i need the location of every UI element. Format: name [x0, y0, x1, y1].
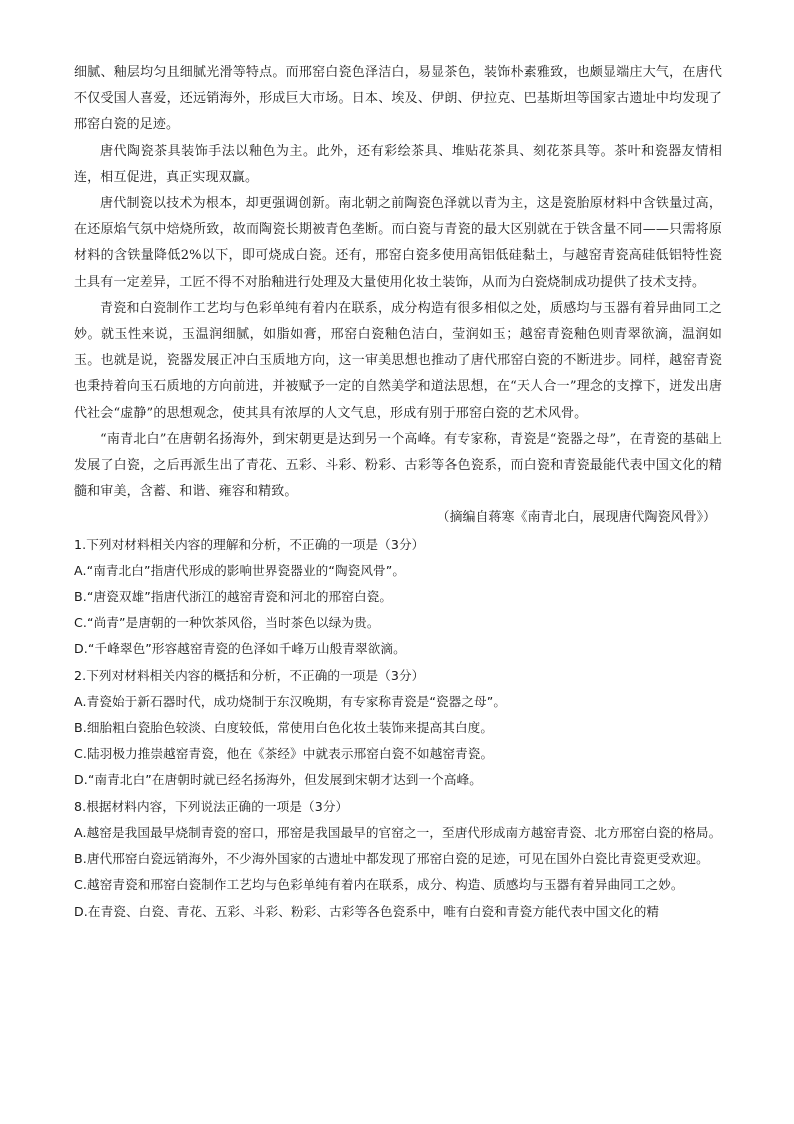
passage-paragraph-5: “南青北白”在唐朝名扬海外，到宋朝更是达到另一个高峰。有专家称，青瓷是“瓷器之母”，在青瓷的基础上发展了白瓷，之后再派生出了青花、五彩、斗彩、粉彩、古彩等各色瓷系，而白瓷和青瓷最能代表中国文化的精髓和审美，含蓄、和谐、雍容和精致。: [74, 431, 722, 500]
question-1: [74, 532, 722, 663]
question-8: [74, 794, 722, 925]
option-b: B.“唐瓷双雄”指唐代浙江的越窑青瓷和河北的邢窑白瓷。: [74, 589, 393, 605]
option-b: B.细胎粗白瓷胎色较淡、白度较低，常使用白色化妆土装饰来提高其白度。: [74, 720, 494, 736]
question-stem: 2.下列对材料相关内容的概括和分析，不正确的一项是（3分）: [74, 667, 425, 683]
option-a: A.“南青北白”指唐代形成的影响世界瓷器业的“陶瓷风骨”。: [74, 562, 406, 578]
reading-passage: [74, 60, 722, 505]
option-b: B.唐代邢窑白瓷远销海外，不少海外国家的古遗址中都发现了邢窑白瓷的足迹，可见在国外白瓷比青瓷更受欢迎。: [74, 851, 709, 867]
document-page: [74, 60, 722, 925]
question-stem: 1.下列对材料相关内容的理解和分析，不正确的一项是（3分）: [74, 536, 425, 552]
option-d: D.“南青北白”在唐朝时就已经名扬海外，但发展到宋朝才达到一个高峰。: [74, 772, 482, 788]
question-stem: 8.根据材料内容，下列说法正确的一项是（3分）: [74, 798, 349, 814]
option-c: C.陆羽极力推崇越窑青瓷，他在《茶经》中就表示邢窑白瓷不如越窑青瓷。: [74, 746, 494, 762]
passage-paragraph-2: 唐代陶瓷茶具装饰手法以釉色为主。此外，还有彩绘茶具、堆贴花茶具、刻花茶具等。茶叶和瓷器友情相连，相互促进，真正实现双赢。: [74, 143, 722, 185]
option-c: C.“尚青”是唐朝的一种饮茶风俗，当时茶色以绿为贵。: [74, 615, 380, 631]
option-d: D.在青瓷、白瓷、青花、五彩、斗彩、粉彩、古彩等各色瓷系中，唯有白瓷和青瓷方能代表中国文化的精: [74, 903, 660, 919]
option-a: A.青瓷始于新石器时代，成功烧制于东汉晚期，有专家称青瓷是“瓷器之母”。: [74, 693, 507, 709]
option-d: D.“千峰翠色”形容越窑青瓷的色泽如千峰万山般青翠欲滴。: [74, 641, 406, 657]
passage-paragraph-4: 青瓷和白瓷制作工艺均与色彩单纯有着内在联系，成分构造有很多相似之处，质感均与玉器有着异曲同工之妙。就玉性来说，玉温润细腻，如脂如膏，邢窑白瓷釉色洁白，莹润如玉；越窑青瓷釉色则青翠欲滴，温润如玉。也就是说，瓷器发展正冲白玉质地方向，这一审美思想也推动了唐代邢窑白瓷的不断进步。同样，越窑青瓷也秉持着向玉石质地的方向前进，并被赋予一定的自然美学和道法思想，在“天人合一”理念的支撑下，迸发出唐代社会“虚静”的思想观念，使其具有浓厚的人文气息，形成有别于邢窑白瓷的艺术风骨。: [74, 300, 722, 421]
option-a: A.越窑是我国最早烧制青瓷的窑口，邢窑是我国最早的官窑之一，至唐代形成南方越窑青瓷、北方邢窑白瓷的格局。: [74, 824, 722, 840]
option-c: C.越窑青瓷和邢窑白瓷制作工艺均与色彩单纯有着内在联系，成分、构造、质感均与玉器有着异曲同工之妙。: [74, 877, 684, 893]
passage-paragraph-1: 细腻、釉层均匀且细腻光滑等特点。而邢窑白瓷色泽洁白，易显茶色，装饰朴素雅致，也颇显端庄大气，在唐代不仅受国人喜爱，还远销海外，形成巨大市场。日本、埃及、伊朗、伊拉克、巴基斯坦等国家古遗址中均发现了邢窑白瓷的足迹。: [74, 65, 722, 133]
passage-source: （摘编自蒋寒《南青北白，展现唐代陶瓷风骨》）: [436, 510, 716, 526]
question-list: [74, 532, 722, 925]
passage-paragraph-3: 唐代制瓷以技术为根本，却更强调创新。南北朝之前陶瓷色泽就以青为主，这是瓷胎原材料中含铁量过高，在还原焰气氛中焙烧所致，故而陶瓷长期被青色垄断。而白瓷与青瓷的最大区别就在于铁含量不同——只需将原材料的含铁量降低2%以下，即可烧成白瓷。还有，邢窑白瓷多使用高铝低硅黏土，与越窑青瓷高硅低铝特性瓷土具有一定差异，工匠不得不对胎釉进行处理及大量使用化妆土装饰，从而为白瓷烧制成功提供了技术支持。: [74, 196, 722, 290]
question-2: [74, 663, 722, 794]
